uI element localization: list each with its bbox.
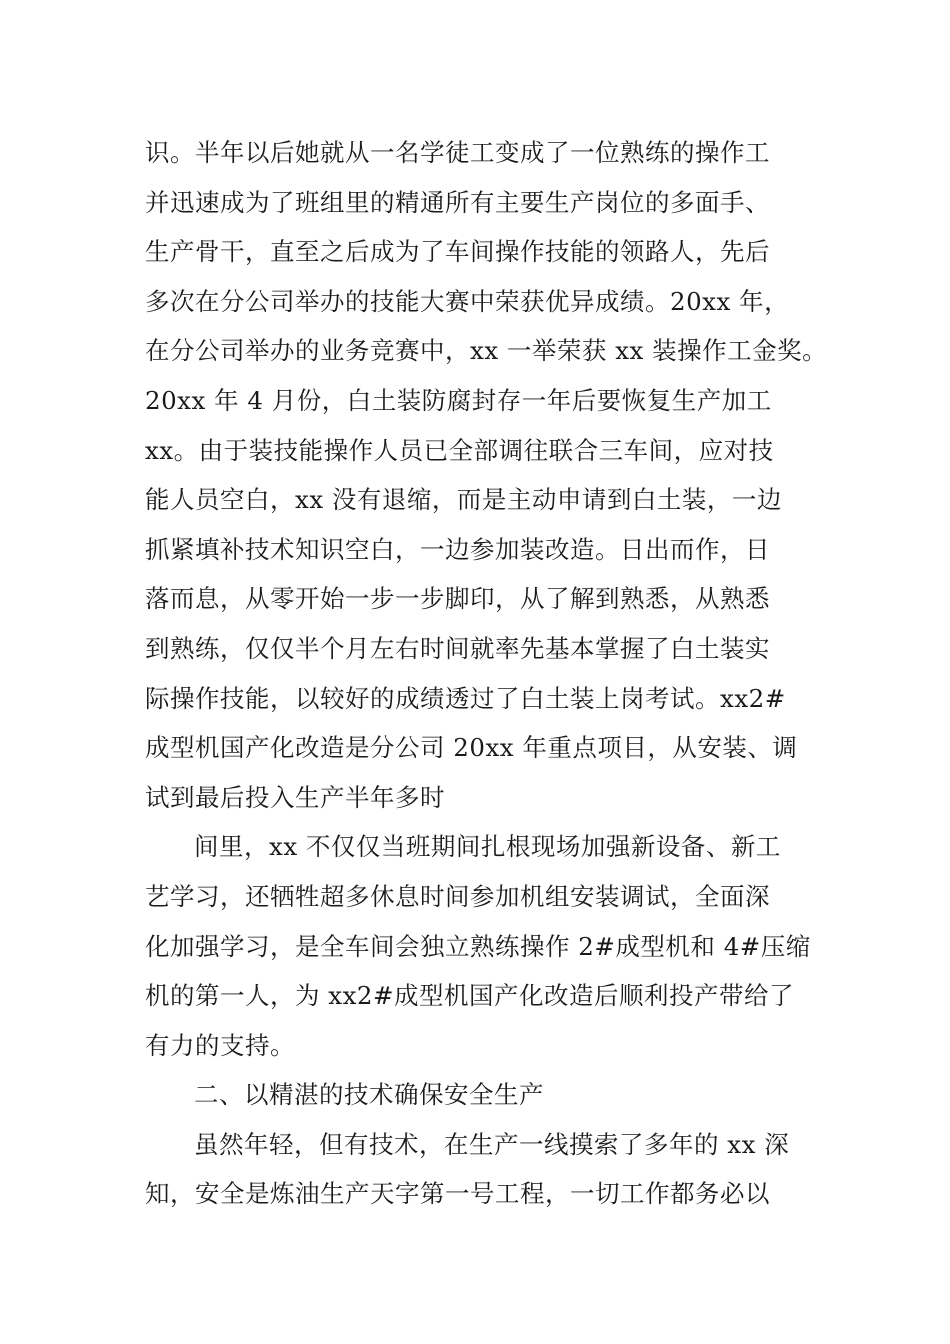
text-line: 机的第一人，为 xx2#成型机国产化改造后顺利投产带给了 (145, 981, 795, 1011)
text-line: 二、以精湛的技术确保安全生产 (194, 1080, 544, 1110)
text-line: 成型机国产化改造是分公司 20xx 年重点项目，从安装、调 (145, 733, 798, 763)
text-line: 识。半年以后她就从一名学徒工变成了一位熟练的操作工 (145, 138, 770, 167)
text-line: 生产骨干，直至之后成为了车间操作技能的领路人，先后 (145, 237, 770, 267)
text-line: 在分公司举办的业务竞赛中，xx 一举荣获 xx 装操作工金奖。 (145, 336, 828, 366)
text-line: 到熟练，仅仅半个月左右时间就率先基本掌握了白土装实 (145, 633, 770, 663)
text-line: 20xx 年 4 月份，白土装防腐封存一年后要恢复生产加工 (145, 385, 772, 415)
text-line: xx。由于装技能操作人员已全部调往联合三车间，应对技 (145, 435, 774, 465)
text-line: 落而息，从零开始一步一步脚印，从了解到熟悉，从熟悉 (145, 584, 770, 614)
body-text (145, 128, 828, 1219)
text-line: 虽然年轻，但有技术，在生产一线摸索了多年的 xx 深 (194, 1129, 790, 1159)
text-line: 间里，xx 不仅仅当班期间扎根现场加强新设备、新工 (194, 832, 781, 862)
text-line: 际操作技能，以较好的成绩透过了白土装上岗考试。xx2# (145, 683, 786, 713)
text-line: 试到最后投入生产半年多时 (145, 782, 445, 812)
text-line: 能人员空白，xx 没有退缩，而是主动申请到白土装，一边 (145, 485, 782, 515)
text-line: 化加强学习，是全车间会独立熟练操作 2#成型机和 4#压缩 (145, 931, 811, 961)
text-line: 知，安全是炼油生产天字第一号工程，一切工作都务必以 (145, 1179, 770, 1209)
text-line: 并迅速成为了班组里的精通所有主要生产岗位的多面手、 (145, 187, 770, 217)
text-line: 多次在分公司举办的技能大赛中荣获优异成绩。20xx 年， (145, 286, 790, 316)
text-line: 有力的支持。 (145, 1030, 295, 1060)
text-line: 抓紧填补技术知识空白，一边参加装改造。日出而作，日 (145, 534, 770, 564)
text-line: 艺学习，还牺牲超多休息时间参加机组安装调试，全面深 (145, 881, 770, 911)
